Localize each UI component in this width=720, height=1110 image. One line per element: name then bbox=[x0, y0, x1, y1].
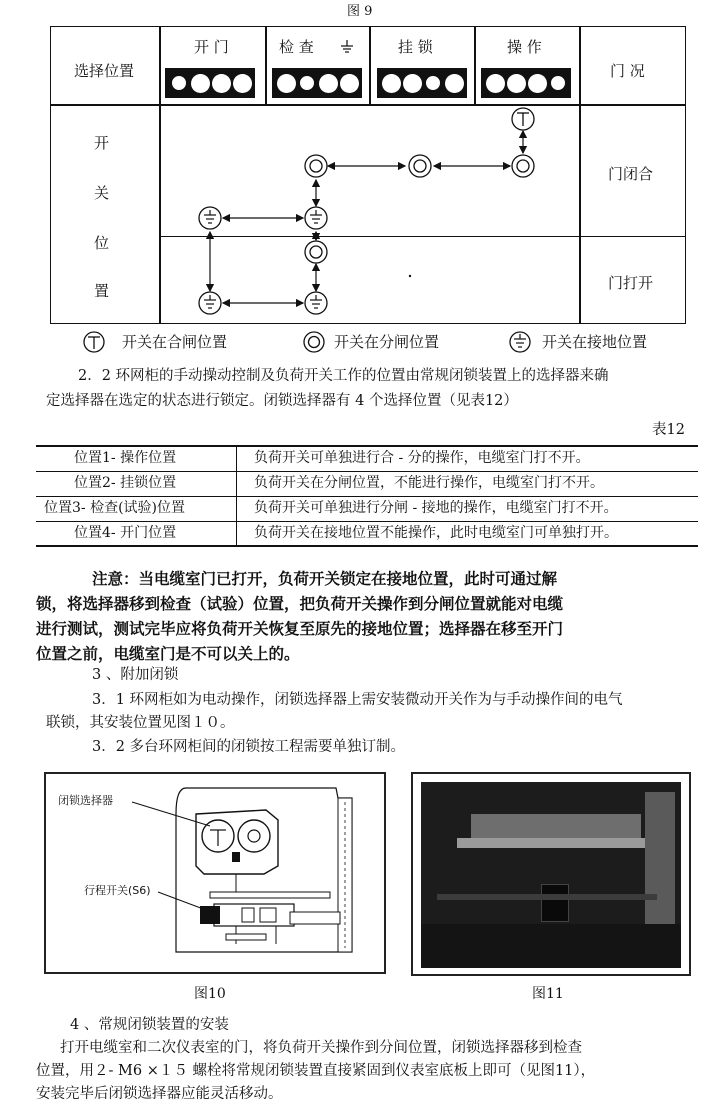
col-padlock: 挂 锁 bbox=[398, 38, 433, 56]
table12-desc-2: 负荷开关在分闸位置，不能进行操作，电缆室门打不开。 bbox=[254, 475, 604, 491]
note-line1: 注意：当电缆室门已打开，负荷开关锁定在接地位置，此时可通过解 bbox=[92, 570, 558, 588]
table12-desc-1: 负荷开关可单独进行合 - 分的操作，电缆室门打不开。 bbox=[254, 450, 590, 466]
side-label-4: 置 bbox=[94, 282, 110, 300]
note-line3: 进行测试，测试完毕应将负荷开关恢复至原先的接地位置；选择器在移至开门 bbox=[36, 620, 564, 638]
side-label-1: 开 bbox=[94, 134, 110, 152]
side-label-3: 位 bbox=[94, 234, 110, 252]
sec3-p31-line1: 3．1 环网柜如为电动操作，闭锁选择器上需安装微动开关作为与手动操作间的电气 bbox=[92, 692, 623, 708]
photo-bar bbox=[437, 894, 657, 900]
photo-bottom bbox=[421, 924, 681, 968]
switch-state-diagram bbox=[0, 0, 720, 330]
legend-earth-icon bbox=[508, 330, 532, 354]
col-inspect: 检 查 bbox=[279, 38, 314, 56]
earth-position-icon bbox=[305, 207, 327, 229]
door-closed-label: 门闭合 bbox=[608, 165, 654, 183]
fig11-caption: 图11 bbox=[532, 986, 564, 1002]
table12-pos-2: 位置2- 挂锁位置 bbox=[74, 475, 177, 491]
open-position-icon bbox=[305, 241, 327, 263]
sec3-p32: 3．2 多台环网柜间的闭锁按工程需要单独订制。 bbox=[92, 739, 406, 755]
photo-lock-device bbox=[541, 884, 569, 922]
table12-row-line bbox=[36, 496, 698, 497]
sec4-line2: 位置，用２- M6 ×１５ 螺栓将常规闭锁装置直接紧固到仪表室底板上即可（见图11）， bbox=[36, 1063, 596, 1079]
earth-position-icon bbox=[199, 207, 221, 229]
legend-closed-label: 开关在合闸位置 bbox=[122, 333, 228, 351]
open-position-icon bbox=[409, 155, 431, 177]
closed-position-icon bbox=[512, 108, 534, 130]
fig10-label-switch: 行程开关(S6) bbox=[84, 884, 151, 897]
legend-closed-icon bbox=[82, 330, 106, 354]
open-position-icon bbox=[305, 155, 327, 177]
sec3-heading: 3 、附加闭锁 bbox=[92, 667, 179, 683]
note-line2: 锁，将选择器移到检查（试验）位置，把负荷开关操作到分闸位置就能对电缆 bbox=[36, 595, 564, 613]
figure-9-caption: 图 9 bbox=[347, 4, 373, 19]
table12-desc-4: 负荷开关在接地位置不能操作，此时电缆室门可单独打开。 bbox=[254, 525, 618, 541]
figure-10 bbox=[44, 772, 386, 974]
figure-11-photo bbox=[411, 772, 691, 976]
row-header-label: 选择位置 bbox=[74, 62, 135, 80]
legend-open-label: 开关在分闸位置 bbox=[334, 333, 440, 351]
earth-position-icon bbox=[305, 292, 327, 314]
fig10-caption: 图10 bbox=[194, 986, 226, 1002]
table12-desc-3: 负荷开关可单独进行分闸 - 接地的操作，电缆室门打不开。 bbox=[254, 500, 618, 516]
door-open-label: 门打开 bbox=[608, 274, 654, 292]
table12-pos-4: 位置4- 开门位置 bbox=[74, 525, 177, 541]
sec4-heading: 4 、常规闭锁装置的安装 bbox=[70, 1017, 229, 1033]
note-line4: 位置之前，电缆室门是不可以关上的。 bbox=[36, 645, 300, 663]
sec4-line1: 打开电缆室和二次仪表室的门，将负荷开关操作到分间位置，闭锁选择器移到检查 bbox=[60, 1040, 582, 1056]
col-operate: 操 作 bbox=[507, 38, 542, 56]
col-open-door: 开 门 bbox=[194, 38, 229, 56]
table12-row-line bbox=[36, 471, 698, 472]
side-label-2: 关 bbox=[94, 184, 110, 202]
legend-open-icon bbox=[302, 330, 326, 354]
sec4-line3: 安装完毕后闭锁选择器应能灵活移动。 bbox=[36, 1086, 283, 1102]
col-door-status: 门 况 bbox=[610, 62, 645, 80]
photo-rail bbox=[457, 838, 657, 848]
photo-panel-right bbox=[645, 792, 675, 942]
open-position-icon bbox=[512, 155, 534, 177]
table12-row-line bbox=[36, 521, 698, 522]
earth-position-icon bbox=[199, 292, 221, 314]
table12-caption: 表12 bbox=[652, 422, 685, 438]
table12-pos-1: 位置1- 操作位置 bbox=[74, 450, 177, 466]
sec3-p31-line2: 联锁，其安装位置见图１０。 bbox=[46, 715, 235, 731]
para-2-2-line1: 2．2 环网柜的手动操动控制及负荷开关工作的位置由常规闭锁装置上的选择器来确 bbox=[78, 368, 609, 384]
legend-earth-label: 开关在接地位置 bbox=[542, 333, 648, 351]
table12-pos-3: 位置3- 检查(试验)位置 bbox=[44, 500, 186, 516]
para-2-2-line2: 定选择器在选定的状态进行锁定。闭锁选择器有 4 个选择位置（见表12） bbox=[46, 393, 518, 409]
fig10-label-selector: 闭锁选择器 bbox=[58, 794, 113, 807]
